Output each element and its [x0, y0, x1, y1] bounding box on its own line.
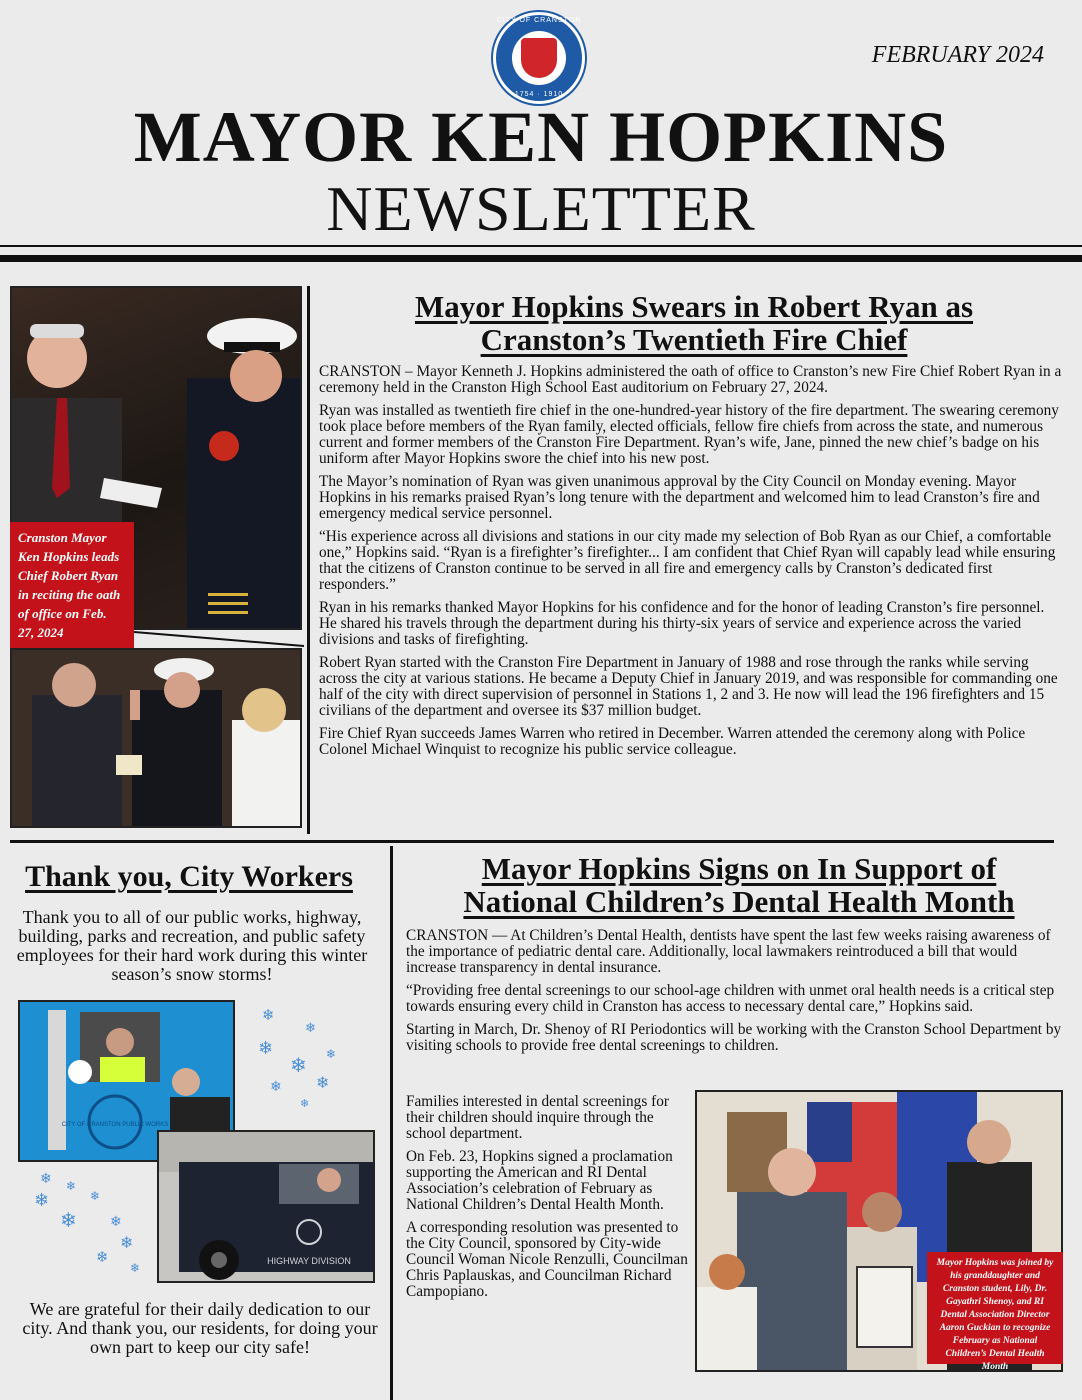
snowflake-icon: ❄	[258, 1038, 274, 1059]
snowflake-icon: ❄	[300, 1097, 310, 1110]
article1-paragraph: Fire Chief Ryan succeeds James Warren who retired in December. Warren attended the ceremony along with Police Colonel Michael Winquist to recognize his public service colleague.	[319, 725, 1026, 758]
article2-paragraph: “Providing free dental screenings to our school-age children with unmet oral health needs is a critical step towards ensuring every child in Cranston has access to necessary dental care,” Hopkins said.	[406, 982, 1055, 1015]
article1-paragraph: Ryan was installed as twentieth fire chief in the one-hundred-year history of the fire department. The swearing ceremony took place before members of the Ryan family, elected officials, fellow fire chiefs from across the state, and numerous current and former members of the Cranston Fire Department. Ryan’s wife, Jane, pinned the new chief’s badge on his uniform after Mayor Hopkins swore the chief into his new post.	[319, 402, 1059, 467]
sidebar-headline: Thank you, City Workers	[25, 860, 353, 893]
snowflake-icon: ❄	[305, 1021, 316, 1036]
truck-door-text: CITY OF CRANSTON PUBLIC WORKS	[61, 1122, 169, 1128]
dental-photo-caption: Mayor Hopkins was joined by his granddaughter and Cranston student, Lily, Dr. Gayathri Shenoy, and RI Dental Association Director Aaron Guckian to recognize February as National Children’s Dental Health Month	[927, 1252, 1063, 1364]
snowflake-icon: ❄	[66, 1179, 77, 1193]
article1-paragraph: CRANSTON – Mayor Kenneth J. Hopkins administered the oath of office to Cranston’s new Fire Chief Robert Ryan in a ceremony held in the Cranston High School East auditorium on February 27, 2024.	[319, 363, 1062, 396]
caption-connector-line	[134, 630, 309, 650]
snowflake-icon: ❄	[270, 1079, 282, 1095]
article1-column-divider	[307, 286, 310, 834]
article1-paragraph: Robert Ryan started with the Cranston Fire Department in January of 1988 and rose through the ranks while serving across the city at various stations. He became a Deputy Chief in January 2019, and was responsible for commanding one half of the city with direct supervision of personnel in Stations 1, 2 and 3. He now will lead the 196 firefighters and 15 civilians of the department and oversee its $37 million budget.	[319, 654, 1058, 719]
article1-paragraph: The Mayor’s nomination of Ryan was given unanimous approval by the City Council on Monday evening. Mayor Hopkins in his remarks praised Ryan’s long tenure with the department and welcomed him to lead Cranston’s fire and emergency medical service personnel.	[319, 473, 1040, 522]
header-rule-thin	[0, 245, 1082, 247]
city-seal-logo	[493, 12, 585, 104]
article2-paragraph: Starting in March, Dr. Shenoy of RI Periodontics will be working with the Cranston School Department by visiting schools to provide free dental screenings to children.	[406, 1021, 1062, 1054]
snowflake-icon: ❄	[34, 1190, 50, 1211]
seal-shield-icon	[512, 31, 566, 85]
article2-paragraph: Families interested in dental screenings for their children should inquire through the school department.	[406, 1093, 669, 1142]
snowflake-icon: ❄	[110, 1214, 122, 1230]
article1-paragraph: Ryan in his remarks thanked Mayor Hopkins for his confidence and for the honor of leading Cranston’s fire personnel. He shared his travels through the department during his thirty-six years of service and experience across the varied divisions and tasks of firefighting.	[319, 599, 1045, 648]
masthead-title: MAYOR KEN HOPKINS	[133, 97, 949, 177]
highway-division-truck-photo	[157, 1130, 375, 1283]
snowflake-icon: ❄	[262, 1006, 275, 1024]
section-divider	[10, 840, 1054, 843]
snowflake-icon: ❄	[90, 1189, 101, 1203]
sidebar-intro: Thank you to all of our public works, highway, building, parks and recreation, and public safety employees for their hard work during this winter season’s snow storms!	[16, 907, 368, 984]
snowflake-icon: ❄	[96, 1248, 109, 1266]
article1-headline: Mayor Hopkins Swears in Robert Ryan as Cranston’s Twentieth Fire Chief	[414, 289, 974, 357]
seal-years: 1754 · 1910	[514, 91, 564, 98]
sidebar-closing: We are grateful for their daily dedication to our city. And thank you, our residents, for doing your own part to keep our city safe!	[22, 1299, 378, 1357]
article2-body-narrow	[406, 1094, 692, 1307]
swearing-in-photo-2	[10, 648, 302, 828]
snowflake-icon: ❄	[316, 1073, 330, 1092]
snowflake-icon: ❄	[290, 1053, 307, 1077]
article1-body	[319, 364, 1063, 765]
masthead-subtitle: NEWSLETTER	[326, 173, 756, 244]
snowflake-icon: ❄	[60, 1208, 77, 1232]
article2-paragraph: CRANSTON — At Children’s Dental Health, dentists have spent the last few weeks raising awareness of the importance of pediatric dental care. Additionally, local lawmakers reintroduced a bill that would increase transparency in dental insurance.	[406, 927, 1051, 976]
seal-top-text: CITY OF CRANSTON	[496, 17, 582, 24]
lower-column-divider	[390, 846, 393, 1400]
article2-body	[406, 928, 1062, 1061]
article2-paragraph: A corresponding resolution was presented to the City Council, sponsored by City-wide Council Woman Nicole Renzulli, Councilman Chris Paplauskas, and Councilman Richard Campopiano.	[406, 1219, 688, 1300]
fire-chief-photo-caption: Cranston Mayor Ken Hopkins leads Chief Robert Ryan in reciting the oath of office on Feb. 27, 2024	[10, 522, 134, 650]
article2-paragraph: On Feb. 23, Hopkins signed a proclamation supporting the American and RI Dental Association’s celebration of February as National Children’s Dental Health Month.	[406, 1148, 673, 1213]
snowflake-icon: ❄	[120, 1233, 134, 1252]
issue-date: FEBRUARY 2024	[871, 42, 1044, 68]
header-rule-thick	[0, 255, 1082, 262]
snowflake-icon: ❄	[326, 1047, 337, 1061]
article2-headline: Mayor Hopkins Signs on In Support of National Children’s Dental Health Month	[463, 851, 1015, 919]
article1-paragraph: “His experience across all divisions and stations in our city made my selection of Bob Ryan as our Chief, a comfortable one,” Hopkins said. “Ryan is a firefighter’s firefighter... I am confident that Chief Ryan will capably lead while ensuring that the citizens of Cranston continue to be served in all fire and emergency calls by Cranston’s dedicated first responders.”	[319, 528, 1056, 593]
snowflake-icon: ❄	[40, 1171, 52, 1187]
snowflake-icon: ❄	[130, 1261, 141, 1275]
truck-side-text: HIGHWAY DIVISION	[267, 1256, 351, 1266]
